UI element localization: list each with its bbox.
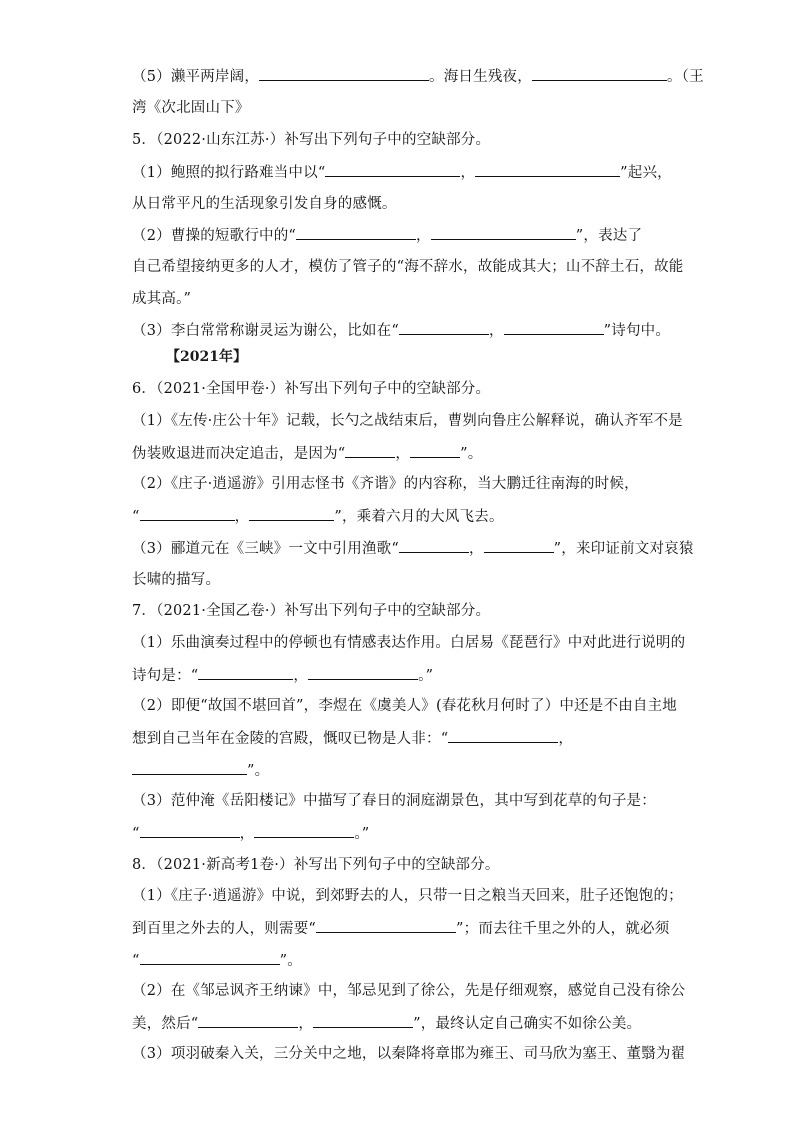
fill-in-blank: [140, 950, 280, 965]
text-segment: 。”: [418, 668, 434, 684]
text-line: [132, 633, 685, 653]
text-line: [132, 320, 670, 341]
text-line: [132, 760, 269, 781]
text-line: [132, 950, 302, 971]
fill-in-blank: [316, 918, 456, 933]
text-segment: ，: [395, 446, 411, 462]
text-segment: ，: [468, 541, 484, 557]
text-segment: ，: [488, 323, 504, 339]
text-segment: ”，最终认定自己确实不如徐公美。: [413, 1016, 642, 1032]
text-segment: ，: [239, 826, 255, 842]
fill-in-blank: [484, 538, 554, 553]
section-heading-year: 【2021年】: [166, 349, 247, 365]
text-line: [132, 981, 685, 1001]
fill-in-blank: [399, 538, 469, 553]
text-segment: （3）李白常常称谢灵运为谢公，比如在“: [132, 323, 399, 339]
text-segment: （2）在《邹忌讽齐王纳谏》中，邹忌见到了徐公，先是仔细观察，感觉自己没有徐公: [132, 983, 686, 999]
text-line: [132, 1044, 685, 1064]
text-line: [132, 506, 504, 527]
text-segment: 长啸的描写。: [132, 572, 221, 588]
text-segment: 。（王: [666, 69, 704, 85]
text-line: [132, 538, 694, 559]
text-segment: 5．（2022·山东江苏·）补写出下列句子中的空缺部分。: [132, 132, 491, 148]
text-segment: “: [132, 953, 140, 969]
text-line: [132, 194, 397, 214]
text-segment: （2）曹操的短歌行中的“: [132, 228, 297, 244]
text-segment: ”起兴，: [620, 165, 672, 181]
text-line: [132, 443, 482, 464]
fill-in-blank: [410, 443, 460, 458]
text-segment: 成其高。”: [132, 291, 192, 307]
text-segment: ，: [416, 228, 431, 244]
text-line: [132, 130, 490, 150]
fill-in-blank: [308, 665, 418, 680]
text-segment: 7．（2021·全国乙卷·）补写出下列句子中的空缺部分。: [132, 603, 491, 619]
text-segment: 。海日生残夜，: [429, 69, 532, 85]
text-segment: “: [132, 826, 140, 842]
text-line: [132, 918, 669, 939]
text-line: [132, 728, 573, 749]
text-line: [132, 696, 677, 716]
text-line: [132, 791, 656, 811]
text-line: [132, 601, 490, 621]
text-segment: ，: [460, 165, 476, 181]
fill-in-blank: [431, 225, 576, 240]
fill-in-blank: [296, 225, 416, 240]
text-segment: （3）项羽破秦入关，三分关中之地，以秦降将章邯为雍王、司马欣为塞王、董翳为翟: [132, 1046, 686, 1062]
fill-in-blank: [140, 506, 235, 521]
fill-in-blank: [140, 823, 240, 838]
text-line: [132, 98, 250, 118]
text-segment: ，: [293, 668, 309, 684]
fill-in-blank: [345, 443, 395, 458]
text-segment: ”。: [279, 953, 302, 969]
text-segment: 伪装败退进而决定追击，是因为“: [132, 446, 346, 462]
text-segment: ，: [298, 1016, 314, 1032]
text-segment: ，: [558, 731, 574, 747]
text-line: [132, 225, 642, 246]
fill-in-blank: [249, 506, 334, 521]
fill-in-blank: [198, 665, 293, 680]
text-segment: （1）鲍照的拟行路难当中以“: [132, 165, 326, 181]
text-segment: （3）范仲淹《岳阳楼记》中描写了春日的洞庭湖景色，其中写到花草的句子是：: [132, 793, 656, 809]
text-line: [132, 257, 684, 277]
text-line: [132, 823, 369, 844]
text-segment: 美，然后“: [132, 1016, 199, 1032]
text-line: [132, 379, 490, 399]
fill-in-blank: [399, 320, 489, 335]
text-line: [132, 411, 683, 431]
text-line: [132, 570, 220, 590]
text-segment: （1）《左传·庄公十年》记载，长勺之战结束后，曹刿向鲁庄公解释说，确认齐军不是: [132, 413, 683, 429]
text-segment: “: [132, 509, 140, 525]
text-segment: ”诗句中。: [603, 323, 671, 339]
fill-in-blank: [532, 66, 667, 81]
text-line: [132, 886, 683, 906]
text-segment: （3）郦道元在《三峡》一文中引用渔歌“: [132, 541, 399, 557]
text-segment: ”，来印证前文对哀猿: [553, 541, 694, 557]
text-segment: 从日常平凡的生活现象引发自身的感慨。: [132, 196, 397, 212]
text-segment: 到百里之外去的人，则需要“: [132, 921, 317, 937]
text-segment: 6．（2021·全国甲卷·）补写出下列句子中的空缺部分。: [132, 381, 491, 397]
text-segment: ”。: [460, 446, 483, 462]
fill-in-blank: [254, 823, 354, 838]
text-line: [132, 162, 672, 183]
text-segment: ”，表达了: [575, 228, 643, 244]
text-line: [132, 1013, 641, 1034]
fill-in-blank: [259, 66, 429, 81]
text-segment: 诗句是：“: [132, 668, 199, 684]
text-segment: （5）濑平两岸阔，: [132, 69, 260, 85]
text-segment: （1）《庄子·逍遥游》中说，到郊野去的人，只带一日之粮当天回来，肚子还饱饱的；: [132, 888, 683, 904]
text-segment: 。”: [354, 826, 370, 842]
text-segment: （2）即便“故国不堪回首”，李煜在《虞美人》(春花秋月何时了）中还是不由自主地: [132, 698, 678, 714]
text-line: [132, 66, 704, 87]
fill-in-blank: [313, 1013, 413, 1028]
fill-in-blank: [475, 162, 620, 177]
text-segment: 自己希望接纳更多的人才，模仿了管子的“海不辞水，故能成其大；山不辞土石，故能: [132, 259, 684, 275]
text-segment: ”。: [247, 763, 270, 779]
text-segment: 想到自己当年在金陵的宫殿，慨叹已物是人非：“: [132, 731, 449, 747]
text-segment: 湾《次北固山下》: [132, 100, 250, 116]
text-segment: ，: [234, 509, 250, 525]
text-segment: （1）乐曲演奏过程中的停顿也有情感表达作用。白居易《琵琶行》中对此进行说明的: [132, 635, 686, 651]
text-line: [132, 855, 500, 875]
text-line: [132, 474, 639, 494]
fill-in-blank: [198, 1013, 298, 1028]
text-segment: （2）《庄子·逍遥游》引用志怪书《齐谐》的内容称，当大鹏迁往南海的时候，: [132, 476, 639, 492]
text-segment: ”，乘着六月的大风飞去。: [334, 509, 504, 525]
text-line: [132, 665, 433, 686]
fill-in-blank: [132, 760, 247, 775]
text-segment: ”；而去往千里之外的人，就必须: [456, 921, 670, 937]
text-segment: 8．（2021·新高考1卷·）补写出下列句子中的空缺部分。: [132, 857, 500, 873]
text-line: [132, 289, 191, 309]
fill-in-blank: [504, 320, 604, 335]
fill-in-blank: [325, 162, 460, 177]
fill-in-blank: [448, 728, 558, 743]
